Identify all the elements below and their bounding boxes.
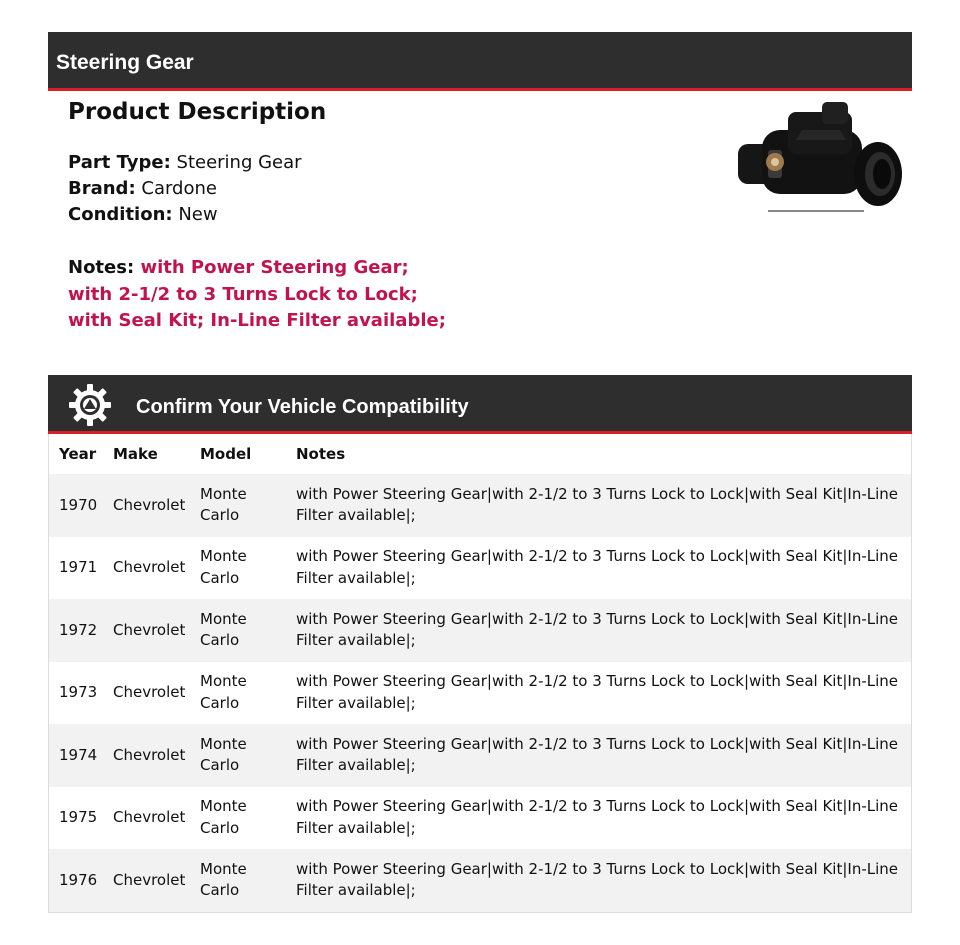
cell-make: Chevrolet bbox=[113, 870, 186, 889]
cell-make: Chevrolet bbox=[113, 495, 186, 514]
cell-model: Monte Carlo bbox=[200, 547, 247, 587]
table-row bbox=[49, 787, 911, 850]
cell-make: Chevrolet bbox=[113, 620, 186, 639]
cell-make: Chevrolet bbox=[113, 683, 186, 701]
spec-condition-value: New bbox=[178, 204, 218, 225]
col-notes: Notes bbox=[296, 445, 346, 463]
page-title: Steering Gear bbox=[56, 51, 194, 74]
compatibility-bar bbox=[48, 375, 912, 434]
cell-model: Monte Carlo bbox=[200, 484, 247, 525]
cell-make: Chevrolet bbox=[113, 808, 186, 826]
table-header-row bbox=[49, 434, 911, 474]
spec-condition-label: Condition: bbox=[68, 204, 173, 225]
cell-year: 1975 bbox=[59, 808, 98, 826]
cell-notes: with Power Steering Gear|with 2-1/2 to 3 Turns Lock to Lock|with Seal Kit|In-Line Filter available|; bbox=[296, 547, 899, 587]
cell-year: 1970 bbox=[59, 495, 98, 514]
cell-year: 1974 bbox=[59, 745, 98, 764]
col-year: Year bbox=[59, 445, 97, 463]
cell-notes: with Power Steering Gear|with 2-1/2 to 3 Turns Lock to Lock|with Seal Kit|In-Line Filter available|; bbox=[296, 672, 899, 712]
spec-part-type-label: Part Type: bbox=[68, 152, 171, 173]
steering-gear-image bbox=[728, 100, 908, 222]
compatibility-table bbox=[48, 434, 912, 913]
table-row bbox=[49, 474, 911, 537]
notes-text: with Power Steering Gear; with 2-1/2 to 3 Turns Lock to Lock; with Seal Kit; In-Line Filter available; bbox=[68, 257, 446, 331]
table-row bbox=[49, 724, 911, 787]
cell-notes: with Power Steering Gear|with 2-1/2 to 3 Turns Lock to Lock|with Seal Kit|In-Line Filter available|; bbox=[296, 797, 899, 837]
spec-list bbox=[68, 150, 468, 228]
cell-make: Chevrolet bbox=[113, 745, 186, 764]
col-make: Make bbox=[113, 445, 158, 463]
spec-part-type-value: Steering Gear bbox=[176, 152, 302, 173]
notes-label: Notes: bbox=[68, 257, 135, 278]
spec-brand bbox=[68, 176, 468, 202]
product-notes bbox=[68, 255, 458, 335]
cell-model: Monte Carlo bbox=[200, 672, 247, 712]
cell-notes: with Power Steering Gear|with 2-1/2 to 3 Turns Lock to Lock|with Seal Kit|In-Line Filter available|; bbox=[296, 859, 899, 900]
spec-brand-label: Brand: bbox=[68, 178, 136, 199]
cell-notes: with Power Steering Gear|with 2-1/2 to 3 Turns Lock to Lock|with Seal Kit|In-Line Filter available|; bbox=[296, 734, 899, 775]
spec-condition bbox=[68, 202, 468, 228]
spec-brand-value: Cardone bbox=[141, 178, 217, 199]
cell-model: Monte Carlo bbox=[200, 797, 247, 837]
col-model: Model bbox=[200, 445, 252, 463]
table-row bbox=[49, 599, 911, 662]
title-bar bbox=[48, 32, 912, 91]
compatibility-title: Confirm Your Vehicle Compatibility bbox=[136, 396, 469, 418]
cell-year: 1972 bbox=[59, 620, 98, 639]
cell-year: 1971 bbox=[59, 558, 98, 576]
cell-model: Monte Carlo bbox=[200, 859, 247, 900]
cell-notes: with Power Steering Gear|with 2-1/2 to 3 Turns Lock to Lock|with Seal Kit|In-Line Filter available|; bbox=[296, 484, 899, 525]
cell-year: 1976 bbox=[59, 870, 98, 889]
cell-year: 1973 bbox=[59, 683, 98, 701]
product-description-heading: Product Description bbox=[68, 99, 327, 125]
product-description bbox=[68, 96, 468, 335]
cell-model: Monte Carlo bbox=[200, 734, 247, 775]
gear-icon bbox=[68, 383, 112, 427]
cell-model: Monte Carlo bbox=[200, 609, 247, 650]
cell-make: Chevrolet bbox=[113, 558, 186, 576]
table-row bbox=[49, 849, 911, 912]
spec-part-type bbox=[68, 150, 468, 176]
table-row bbox=[49, 537, 911, 600]
table-row bbox=[49, 662, 911, 725]
cell-notes: with Power Steering Gear|with 2-1/2 to 3 Turns Lock to Lock|with Seal Kit|In-Line Filter available|; bbox=[296, 609, 899, 650]
